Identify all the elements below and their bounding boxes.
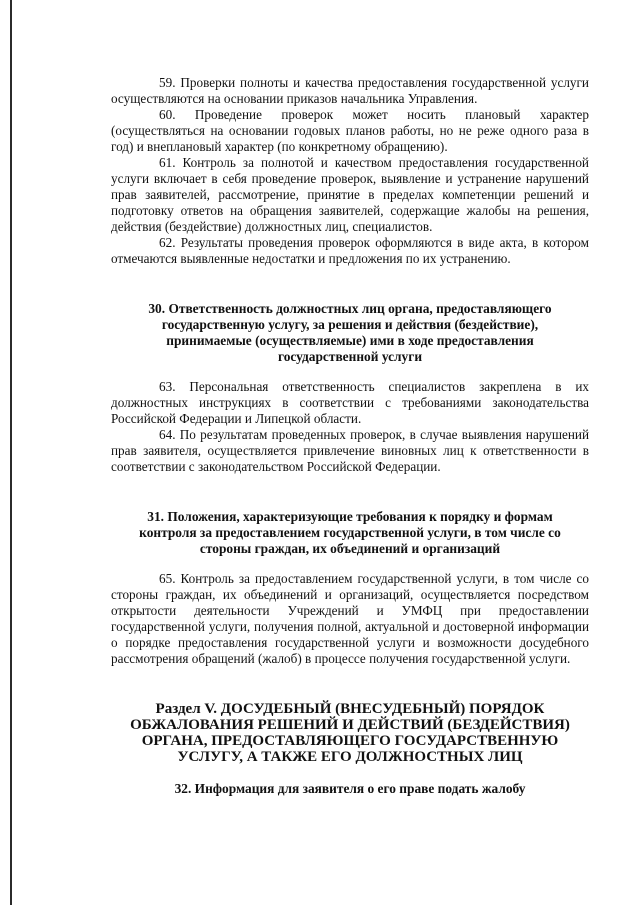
section-heading-30: 30. Ответственность должностных лиц органа, предоставляющего государственную услугу, за решения и действия (бездействие), принимаемые (осуществляемые) ими в ходе предоставления государственной услуги bbox=[148, 301, 552, 364]
paragraph-64: 64. По результатам проведенных проверок, в случае выявления нарушений прав заявителя, осуществляется привлечение виновных лиц к ответственности в соответствии с законодательством Российской Федерации. bbox=[111, 427, 589, 474]
paragraph-62: 62. Результаты проведения проверок оформляются в виде акта, в котором отмечаются выявленные недостатки и предложения по их устранению. bbox=[111, 235, 589, 266]
spacer bbox=[111, 557, 589, 571]
section-heading-31: 31. Положения, характеризующие требования к порядку и формам контроля за предоставлением государственной услуги, в том числе со стороны граждан, их объединений и организаций bbox=[139, 509, 561, 556]
paragraph-60: 60. Проведение проверок может носить плановый характер (осуществляться на основании годовых планов работы, но не реже одного раза в год) и внеплановый характер (по конкретному обращению). bbox=[111, 107, 589, 154]
spacer bbox=[111, 765, 589, 781]
spacer bbox=[111, 365, 589, 379]
spacer bbox=[111, 267, 589, 301]
document-body bbox=[111, 75, 589, 797]
spacer bbox=[111, 667, 589, 701]
paragraph-65: 65. Контроль за предоставлением государственной услуги, в том числе со стороны граждан, их объединений и организаций, осуществляется посредством открытости деятельности Учреждений и УМФЦ при предоставлении государственной услуги, получения полной, актуальной и достоверной информации о порядке предоставления государственной услуги и возможности досудебного рассмотрения обращений (жалоб) в процессе получения государственной услуги. bbox=[111, 571, 589, 666]
scan-edge-line bbox=[10, 0, 12, 905]
paragraph-63: 63. Персональная ответственность специалистов закреплена в их должностных инструкциях в соответствии с требованиями законодательства Российской Федерации и Липецкой области. bbox=[111, 379, 589, 426]
spacer bbox=[111, 475, 589, 509]
paragraph-61: 61. Контроль за полнотой и качеством предоставления государственной услуги включает в себя проведение проверок, выявление и устранение нарушений прав заявителей, рассмотрение, принятие в пределах компетенции решений и подготовку ответов на обращения заявителей, содержащие жалобы на решения, действия (бездействие) должностных лиц, специалистов. bbox=[111, 155, 589, 234]
section-heading-32: 32. Информация для заявителя о его праве подать жалобу bbox=[174, 781, 526, 796]
section-v-heading: Раздел V. ДОСУДЕБНЫЙ (ВНЕСУДЕБНЫЙ) ПОРЯДОК ОБЖАЛОВАНИЯ РЕШЕНИЙ И ДЕЙСТВИЙ (БЕЗДЕЙСТВИЯ) ОРГАНА, ПРЕДОСТАВЛЯЮЩЕГО ГОСУДАРСТВЕННУЮ УСЛУГУ, А ТАКЖЕ ЕГО ДОЛЖНОСТНЫХ ЛИЦ bbox=[130, 701, 570, 765]
paragraph-59: 59. Проверки полноты и качества предоставления государственной услуги осуществляются на основании приказов начальника Управления. bbox=[111, 75, 589, 106]
